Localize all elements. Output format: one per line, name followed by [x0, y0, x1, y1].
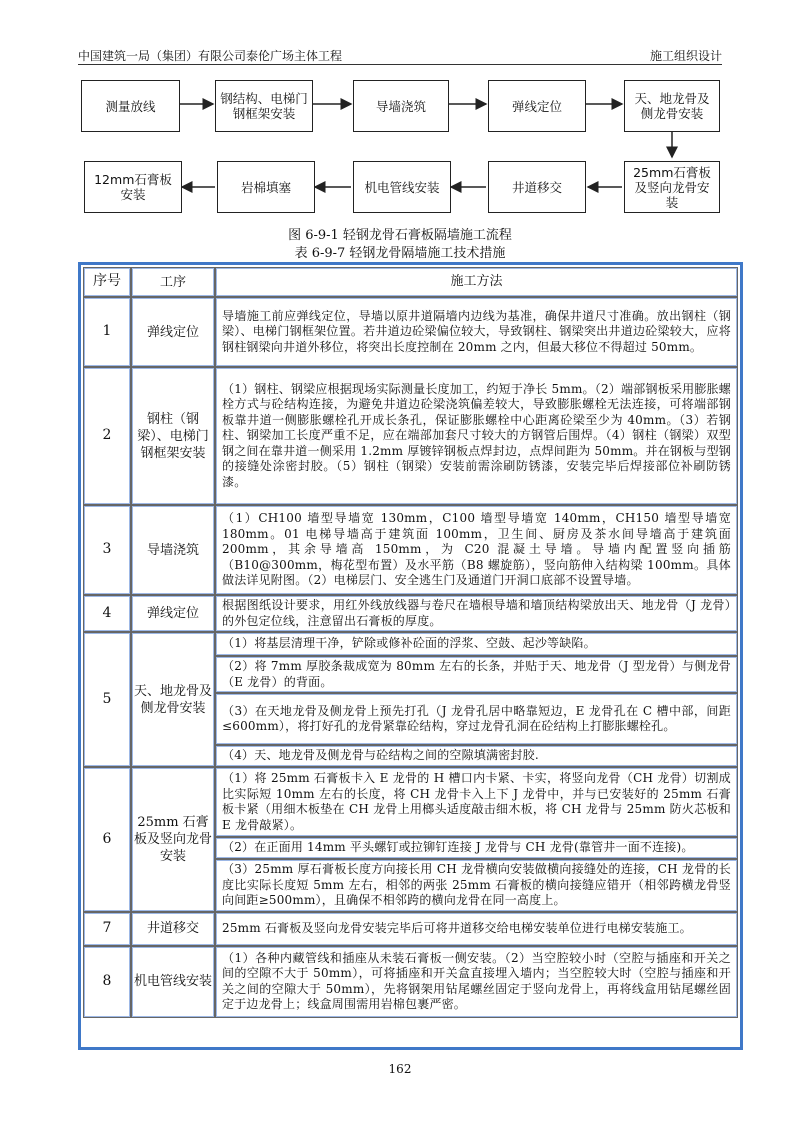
row-step: 井道移交: [131, 912, 215, 946]
table-header-row: [83, 267, 738, 297]
flow-step-shaft-handover: 井道移交: [488, 161, 586, 213]
row-method: （3）25mm 厚石膏板长度方向接长用 CH 龙骨横向安装做横向接缝处的连接，CH 龙骨的长度比实际长度短 5mm 左右，相邻的两张 25mm 石膏板的横向接缝应错开（相邻跨横龙骨竖向间距≥500mm），且确保不相邻跨的横向龙骨在同一高度上。: [215, 859, 738, 912]
header-method: 施工方法: [215, 267, 738, 297]
row-method: 25mm 石膏板及竖向龙骨安装完毕后可将井道移交给电梯安装单位进行电梯安装施工。: [215, 912, 738, 946]
table-row: [83, 367, 738, 505]
row-step: 弹线定位: [131, 595, 215, 632]
row-no: 6: [83, 767, 131, 912]
flow-step-rock-wool: 岩棉填塞: [217, 161, 315, 213]
row-no: 2: [83, 367, 131, 505]
flow-step-steel-structure: 钢结构、电梯门钢框架安装: [215, 80, 313, 132]
header-doc-type: 施工组织设计: [649, 49, 722, 63]
table-row: [83, 595, 738, 632]
row-no: 1: [83, 297, 131, 367]
row-method: （1）CH100 墙型导墙宽 130mm，C100 墙型导墙宽 140mm，CH150 墙型导墙宽 180mm。01 电梯导墙高于建筑面 100mm，卫生间、厨房及茶水间导墙高于建筑面 200mm，其余导墙高 150mm，为 C20 混凝土导墙。导墙内配置竖向插筋（B10@300mm，梅花型布置）及水平筋（B8 螺旋筋），竖向筋伸入结构梁 100mm。具体做法详见附图。（2）电梯层门、安全逃生门及通道门开洞口底部不设置导墙。: [215, 505, 738, 595]
row-step: 弹线定位: [131, 297, 215, 367]
flow-step-mep: 机电管线安装: [353, 161, 451, 213]
row-step: 机电管线安装: [131, 946, 215, 1018]
row-method: （1）钢柱、钢梁应根据现场实际测量长度加工，约短于净长 5mm。（2）端部钢板采用膨胀螺栓方式与砼结构连接，为避免井道边砼梁浇筑偏差较大，导致膨胀螺栓无法连接，可将端部钢板靠井道一侧膨胀螺栓孔开成长条孔，保证膨胀螺栓中心距离砼梁至少为 40mm。（3）若钢柱、钢梁加工长度严重不足，应在端部加套尺寸较大的方钢管后围焊。（4）钢柱（钢梁）双型钢之间在靠井道一侧采用 1.2mm 厚镀锌钢板点焊封边，点焊间距为 50mm。并在钢板与型钢的接缝处涂密封胶。（5）钢柱（钢梁）安装前需涂刷防锈漆，安装完毕后焊接部位补刷防锈漆。: [215, 367, 738, 505]
table-row: [83, 505, 738, 595]
row-method: （3）在天地龙骨及侧龙骨上预先打孔（J 龙骨孔居中略靠短边，E 龙骨孔在 C 槽中部，间距≤600mm），将打好孔的龙骨紧靠砼结构，穿过龙骨孔洞在砼结构上打膨胀螺栓孔。: [215, 693, 738, 745]
table-row: [83, 767, 738, 837]
table-row: [83, 297, 738, 367]
flow-step-guide-wall: 导墙浇筑: [353, 80, 449, 132]
row-method: （1）将 25mm 石膏板卡入 E 龙骨的 H 槽口内卡紧、卡实，将竖向龙骨（CH 龙骨）切割成比实际短 10mm 左右的长度，将 CH 龙骨卡入上下 J 龙骨中，并与已安装好的 25mm 石膏板卡紧（用细木板垫在 CH 龙骨上用榔头适度敲击细木板，将 CH 龙骨与 25mm 防火芯板和 E 龙骨敲紧）。: [215, 767, 738, 837]
row-no: 8: [83, 946, 131, 1018]
row-method: （1）各种内藏管线和插座从未装石膏板一侧安装。（2）当空腔较小时（空腔与插座和开关之间的空隙不大于 50mm），可将插座和开关盒直接埋入墙内；当空腔较大时（空腔与插座和开关之间的空隙大于 50mm），先将钢架用钻尾螺丝固定于竖向龙骨上，再将线盒用钻尾螺丝固定于边龙骨上；线盒周围需用岩棉包裹严密。: [215, 946, 738, 1018]
row-method: （2）在正面用 14mm 平头螺钉或拉铆钉连接 J 龙骨与 CH 龙骨(靠管井一面不连接)。: [215, 837, 738, 859]
header-company: 中国建筑一局（集团）有限公司泰伦广场主体工程: [78, 49, 343, 63]
table-row: [83, 912, 738, 946]
flow-step-marking: 弹线定位: [488, 80, 586, 132]
page-number: 162: [388, 1062, 412, 1076]
table-caption: 表 6-9-7 轻钢龙骨隔墙施工技术措施: [294, 246, 506, 261]
flow-step-12mm-board: 12mm石膏板安装: [84, 161, 182, 213]
row-no: 4: [83, 595, 131, 632]
row-method: （1）将基层清理干净，铲除或修补砼面的浮浆、空鼓、起沙等缺陷。: [215, 632, 738, 656]
row-method: 根据图纸设计要求，用红外线放线器与卷尺在墙根导墙和墙顶结构梁放出天、地龙骨（J 龙骨）的外包定位线，注意留出石膏板的厚度。: [215, 595, 738, 632]
row-no: 5: [83, 632, 131, 767]
row-step: 导墙浇筑: [131, 505, 215, 595]
row-method: （2）将 7mm 厚胶条裁成宽为 80mm 左右的长条，并贴于天、地龙骨（J 型龙骨）与侧龙骨（E 龙骨）的背面。: [215, 656, 738, 693]
row-method: （4）天、地龙骨及侧龙骨与砼结构之间的空隙填满密封胶.: [215, 745, 738, 767]
figure-caption: 图 6-9-1 轻钢龙骨石膏板隔墙施工流程: [288, 228, 512, 243]
flowchart: [0, 0, 800, 220]
table-row: [83, 946, 738, 1018]
row-step: 天、地龙骨及侧龙骨安装: [131, 632, 215, 767]
header-no: 序号: [83, 267, 131, 297]
header-step: 工序: [131, 267, 215, 297]
tech-measures-table: [78, 262, 743, 1050]
row-step: 25mm 石膏板及竖向龙骨安装: [131, 767, 215, 912]
row-no: 3: [83, 505, 131, 595]
flow-step-survey: 测量放线: [81, 80, 180, 132]
row-method: 导墙施工前应弹线定位，导墙以原井道隔墙内边线为基准，确保井道尺寸准确。放出钢柱（钢梁）、电梯门钢框架位置。若井道边砼梁偏位较大，导致钢柱、钢梁突出井道边砼梁较大，应将钢柱钢梁向井道外移位，将突出长度控制在 20mm 之内，但最大移位不得超过 50mm。: [215, 297, 738, 367]
row-no: 7: [83, 912, 131, 946]
row-step: 钢柱（钢梁）、电梯门钢框架安装: [131, 367, 215, 505]
flow-step-keel-install: 天、地龙骨及侧龙骨安装: [624, 80, 720, 132]
table-row: [83, 632, 738, 656]
flow-step-25mm-board: 25mm石膏板及竖向龙骨安装: [624, 161, 720, 213]
